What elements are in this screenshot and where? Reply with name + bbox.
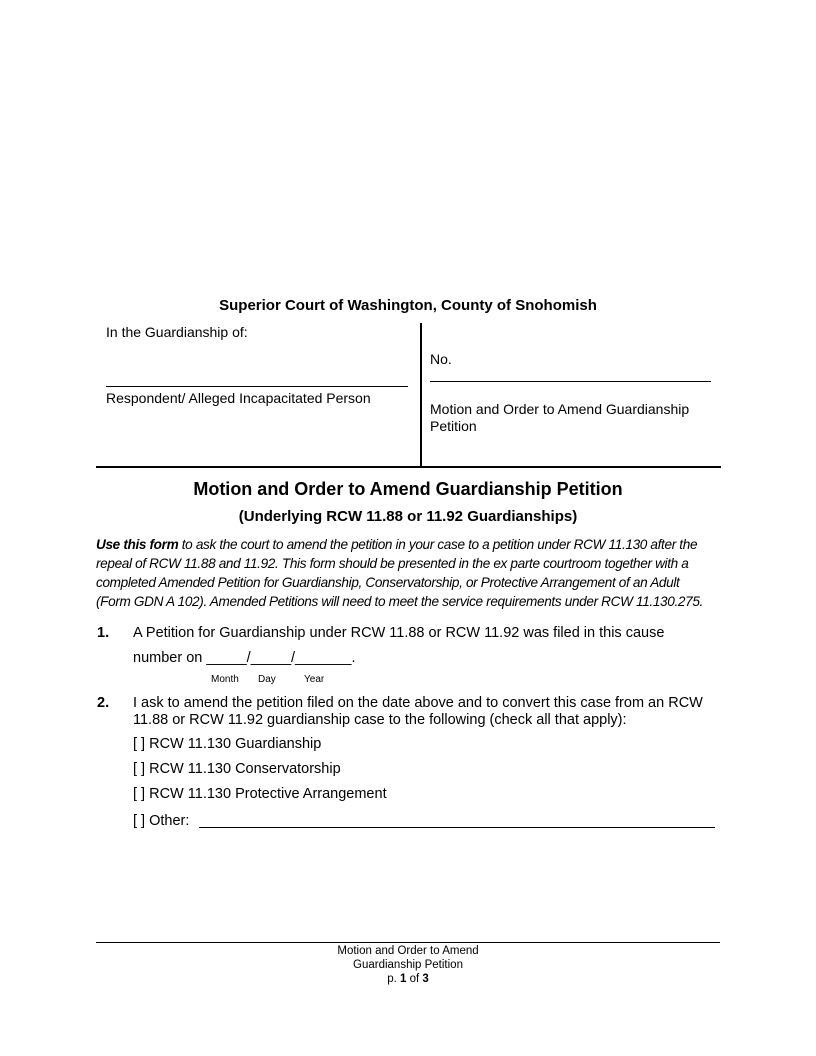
item-2-line1: I ask to amend the petition filed on the date above and to convert this case from an RCW — [133, 695, 703, 711]
item-1-line1: A Petition for Guardianship under RCW 11.88 or RCW 11.92 was filed in this cause — [133, 625, 665, 641]
case-number-label: No. — [430, 351, 452, 367]
form-name-line1: Motion and Order to Amend Guardianship — [430, 401, 690, 417]
caption-divider — [420, 323, 422, 468]
instructions-line-2: repeal of RCW 11.88 and 11.92. This form should be presented in the ex parte courtroom together with a — [96, 556, 689, 571]
guardianship-of-label: In the Guardianship of: — [106, 324, 248, 340]
item-1-number: 1. — [97, 625, 110, 641]
caption-bottom-rule — [96, 466, 721, 468]
item-1-date-line[interactable]: number on _____/_____/_______. — [133, 650, 356, 666]
instructions-line-4: (Form GDN A 102). Amended Petitions will need to meet the service requirements under RCW 11.130.275. — [96, 594, 703, 609]
instructions-line-3: completed Amended Petition for Guardianship, Conservatorship, or Protective Arrangement of an Adult — [96, 575, 680, 590]
option-protective-arrangement-checkbox[interactable]: [ ] RCW 11.130 Protective Arrangement — [133, 786, 387, 802]
option-conservatorship-checkbox[interactable]: [ ] RCW 11.130 Conservatorship — [133, 761, 341, 777]
date-day-label: Day — [258, 674, 276, 685]
footer — [96, 944, 720, 986]
page-number: p. 1 of 3 — [387, 973, 429, 985]
respondent-label: Respondent/ Alleged Incapacitated Person — [106, 390, 371, 406]
option-other-checkbox[interactable]: [ ] Other: — [133, 813, 190, 829]
instructions-lead: Use this form — [96, 537, 179, 552]
date-month-label: Month — [211, 674, 239, 685]
footer-rule — [96, 942, 720, 943]
court-heading: Superior Court of Washington, County of Snohomish — [219, 297, 597, 314]
document-subtitle: (Underlying RCW 11.88 or 11.92 Guardianships) — [238, 508, 578, 525]
document-title: Motion and Order to Amend Guardianship Petition — [193, 479, 623, 499]
item-2-number: 2. — [97, 695, 110, 711]
footer-line-1: Motion and Order to Amend — [337, 945, 479, 957]
case-number-line[interactable] — [430, 381, 711, 382]
item-2-line2: 11.88 or RCW 11.92 guardianship case to the following (check all that apply): — [133, 712, 627, 728]
date-year-label: Year — [304, 674, 325, 685]
footer-line-2: Guardianship Petition — [353, 959, 463, 971]
other-specify-line[interactable] — [199, 827, 715, 828]
instructions-line-1: Use this form to ask the court to amend the petition in your case to a petition under RCW 11.130 after the — [96, 537, 698, 552]
instructions-paragraph — [96, 535, 722, 611]
option-guardianship-checkbox[interactable]: [ ] RCW 11.130 Guardianship — [133, 736, 322, 752]
respondent-name-line[interactable] — [106, 386, 408, 387]
form-name-line2: Petition — [430, 418, 477, 434]
